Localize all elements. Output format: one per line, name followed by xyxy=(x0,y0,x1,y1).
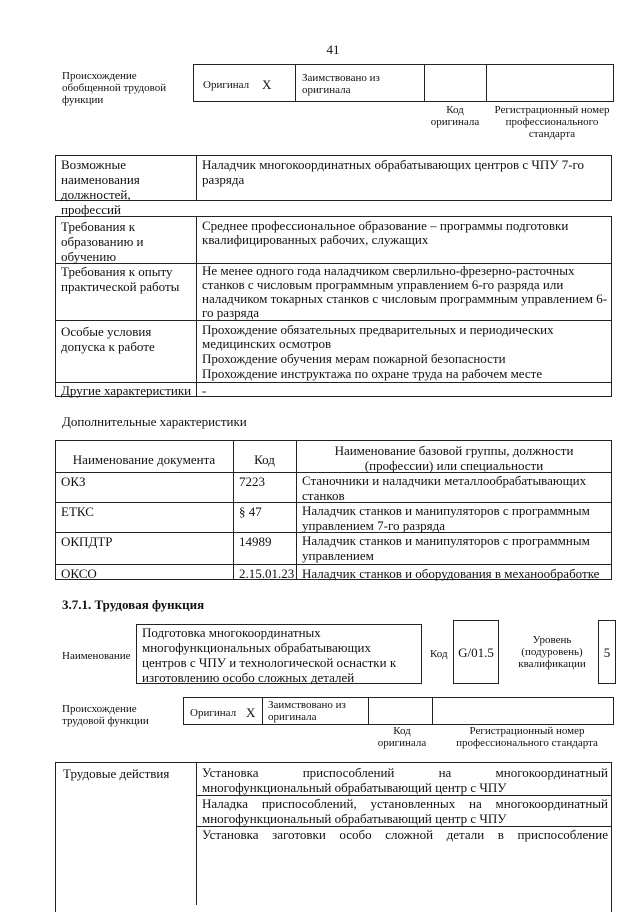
req-admission-line: медицинских осмотров xyxy=(202,336,332,351)
req-other-value: - xyxy=(202,383,207,398)
req-experience-line: станков с числовым программным управлением 6-го разряда или xyxy=(202,277,564,292)
col-header-code: Код xyxy=(254,452,275,467)
col-header-doc: Наименование документа xyxy=(72,452,216,467)
req-label-experience: Требования к опыту практической работы xyxy=(61,264,180,294)
original-mark: X xyxy=(246,705,256,720)
req-admission-line: Прохождение инструктажа по охране труда на рабочем месте xyxy=(202,366,543,381)
req-education-line: Среднее профессиональное образование – программы подготовки xyxy=(202,218,569,233)
code-caption: Код оригинала xyxy=(377,725,427,749)
function-code-value: G/01.5 xyxy=(458,645,494,660)
reg-caption: Регистрационный номер профессионального стандарта xyxy=(494,104,610,140)
original-mark: X xyxy=(262,77,272,92)
row-code: 7223 xyxy=(239,474,265,489)
req-experience-line: го разряда xyxy=(202,305,260,320)
borrowed-label: Заимствовано из оригинала xyxy=(268,699,346,723)
original-label: Оригинал xyxy=(190,707,237,719)
req-label-other: Другие характеристики xyxy=(61,383,192,398)
additional-title: Дополнительные характеристики xyxy=(62,414,247,429)
row-code: 14989 xyxy=(239,534,272,549)
code-caption: Код оригинала xyxy=(430,104,480,128)
req-label-education: Требования к образованию и обучению xyxy=(61,219,144,264)
borrowed-label: Заимствовано из оригинала xyxy=(302,72,380,96)
positions-label: Возможные наименования должностей, профессий xyxy=(61,157,140,217)
row-name: Станочники и наладчики металлообрабатывающих станков xyxy=(302,473,587,503)
row-name: Наладчик станков и манипуляторов с программным управлением 7-го разряда xyxy=(302,503,590,533)
origin-label: Происхождение обобщенной трудовой функции xyxy=(62,70,167,106)
req-admission-line: Прохождение обязательных предварительных и периодических xyxy=(202,322,554,337)
req-admission-line: Прохождение обучения мерам пожарной безопасности xyxy=(202,351,506,366)
function-name-label: Наименование xyxy=(62,650,131,662)
function-name-value: Подготовка многокоординатных многофункциональных обрабатывающих центров с ЧПУ и технологической оснастки к изготовлению особо сложных деталей xyxy=(142,625,397,685)
req-experience-line: Не менее одного года наладчиком сверлильно-фрезерно-расточных xyxy=(202,263,575,278)
row-doc: ОКЗ xyxy=(61,474,86,489)
positions-value: Наладчик многокоординатных обрабатывающих центров с ЧПУ 7-го разряда xyxy=(202,157,585,187)
labor-action-line: Наладка приспособлений, установленных на многокоординатный xyxy=(202,796,608,811)
row-code: § 47 xyxy=(239,504,262,519)
labor-action-line: Установка заготовки особо сложной детали в приспособление xyxy=(202,827,608,842)
row-name: Наладчик станков и манипуляторов с программным управлением xyxy=(302,533,590,563)
row-name: Наладчик станков и оборудования в механообработке xyxy=(302,566,600,581)
function-code-label: Код xyxy=(430,648,448,660)
row-code: 2.15.01.23 xyxy=(239,566,295,581)
req-experience-line: наладчиком токарных станков с числовым программным управлением 6- xyxy=(202,291,608,306)
labor-action-line: многофункциональный обрабатывающий центр с ЧПУ xyxy=(202,780,507,795)
req-education-line: квалифицированных рабочих, служащих xyxy=(202,232,429,247)
req-label-admission: Особые условия допуска к работе xyxy=(61,324,155,354)
labor-action-line: многофункциональный обрабатывающий центр с ЧПУ xyxy=(202,811,507,826)
labor-action-line: Установка приспособлений на многокоординатный xyxy=(202,765,608,780)
origin-label: Происхождение трудовой функции xyxy=(62,703,149,727)
original-label: Оригинал xyxy=(203,79,250,91)
row-doc: ОКСО xyxy=(61,566,97,581)
reg-caption: Регистрационный номер профессионального стандарта xyxy=(456,725,598,749)
function-level-label: Уровень (подуровень) квалификации xyxy=(518,634,586,670)
function-level-value: 5 xyxy=(603,645,611,660)
function-title: 3.7.1. Трудовая функция xyxy=(62,597,205,612)
col-header-name: Наименование базовой группы, должности (профессии) или специальности xyxy=(334,443,574,473)
labor-actions-label: Трудовые действия xyxy=(63,766,170,781)
row-doc: ОКПДТР xyxy=(61,534,113,549)
row-doc: ЕТКС xyxy=(61,504,94,519)
page-number: 41 xyxy=(326,42,340,57)
